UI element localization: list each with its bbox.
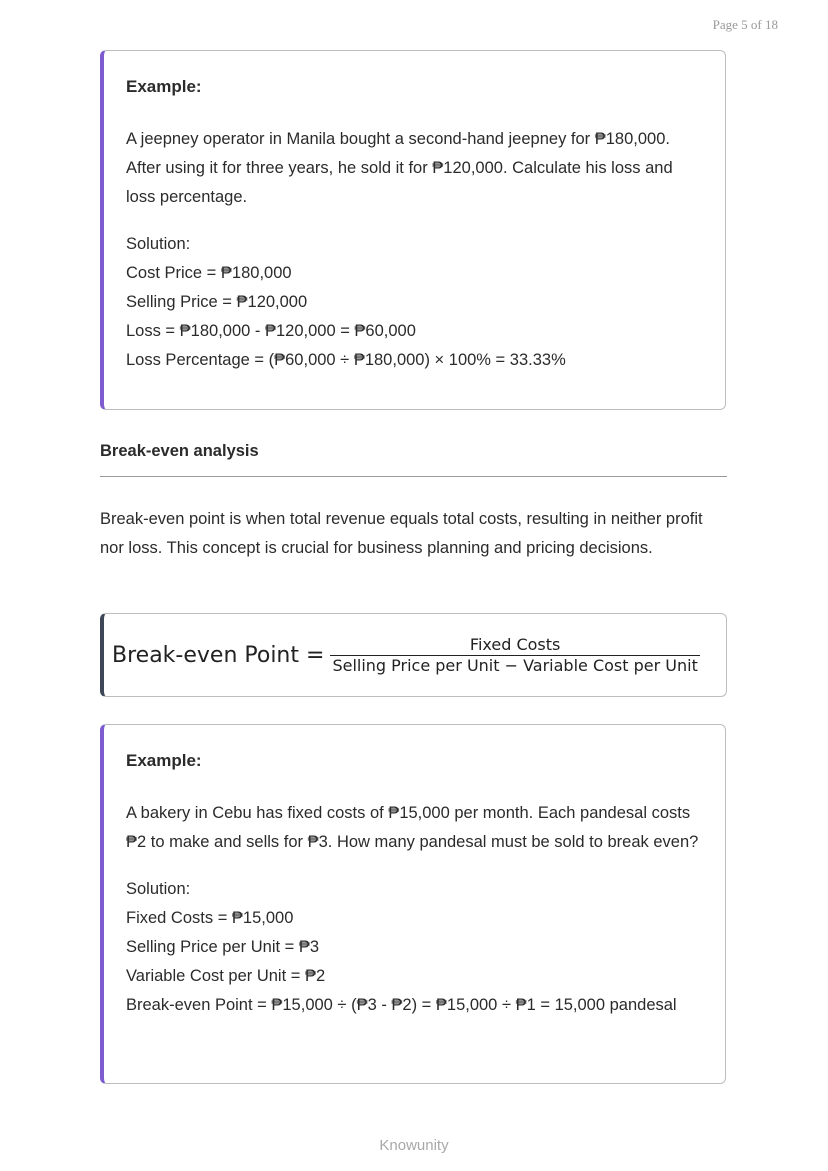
formula-fraction [330,635,699,676]
solution-line: Selling Price = ₱120,000 [126,293,308,311]
solution-line: Loss = ₱180,000 - ₱120,000 = ₱60,000 [126,322,416,340]
example-box-break-even [100,724,726,1084]
section-divider [100,476,727,477]
formula-box [100,613,727,697]
example-title: Example: [126,751,202,770]
solution-block [126,875,701,1020]
section-paragraph: Break-even point is when total revenue equals total costs, resulting in neither profit nor loss. This concept is crucial for business planning and pricing decisions. [100,510,703,557]
solution-line: Loss Percentage = (₱60,000 ÷ ₱180,000) × 100% = 33.33% [126,351,566,369]
solution-line: Fixed Costs = ₱15,000 [126,909,294,927]
solution-line: Break-even Point = ₱15,000 ÷ (₱3 - ₱2) = ₱15,000 ÷ ₱1 = 15,000 pandesal [126,996,677,1014]
formula-lhs: Break-even Point = [112,642,325,668]
page-number: Page 5 of 18 [712,17,778,32]
example-box-loss [100,50,726,410]
solution-line: Variable Cost per Unit = ₱2 [126,967,326,985]
formula-denominator: Selling Price per Unit − Variable Cost per Unit [332,655,698,675]
solution-line: Solution: [126,880,191,898]
solution-line: Solution: [126,235,191,253]
example-title: Example: [126,77,202,96]
example-problem: A jeepney operator in Manila bought a second-hand jeepney for ₱180,000. After using it for three years, he sold it for ₱120,000. Calculate his loss and loss percentage. [126,130,673,206]
section-heading: Break-even analysis [100,442,259,460]
formula-numerator: Fixed Costs [469,634,561,654]
footer-brand: Knowunity [379,1137,449,1154]
solution-block [126,230,701,375]
solution-line: Cost Price = ₱180,000 [126,264,292,282]
solution-line: Selling Price per Unit = ₱3 [126,938,320,956]
example-problem: A bakery in Cebu has fixed costs of ₱15,000 per month. Each pandesal costs ₱2 to make and sells for ₱3. How many pandesal must be sold to break even? [126,804,699,851]
